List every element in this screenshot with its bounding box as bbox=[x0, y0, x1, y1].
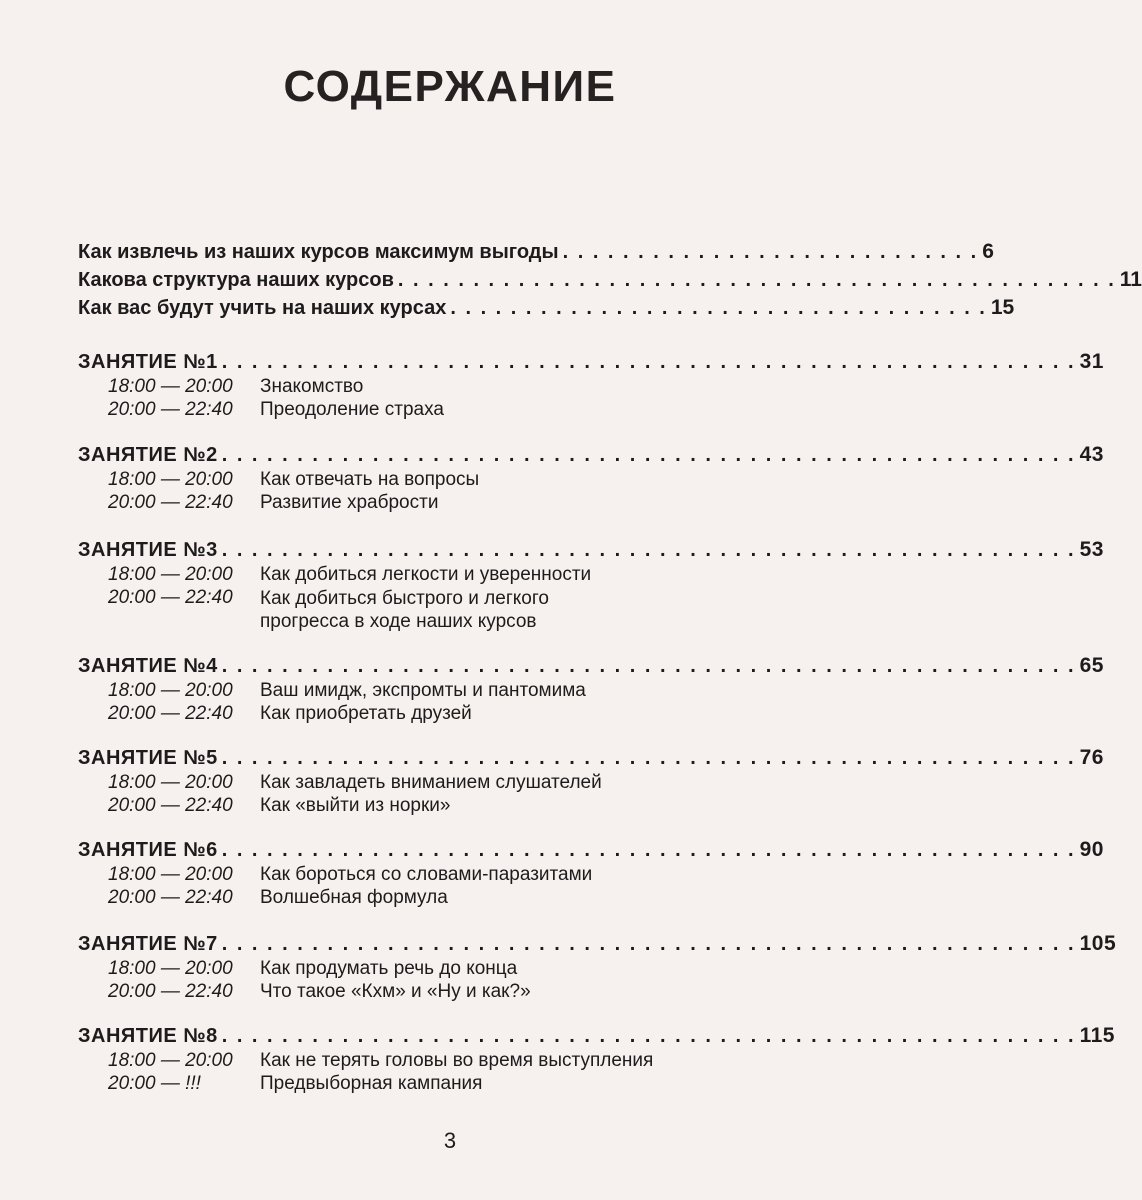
leader-dots: . . . . . . . . . . . . . . . . . . . . . . . . . . . . . . . . . . . . . . . . . . . . . . . . . . . . . . . . . bbox=[221, 747, 1076, 769]
schedule-time: 20:00 — 22:40 bbox=[108, 795, 233, 816]
schedule-time: 20:00 — 22:40 bbox=[108, 587, 233, 608]
toc-entry-label: Как извлечь из наших курсов максимум выгоды bbox=[78, 241, 559, 263]
page-title: СОДЕРЖАНИЕ bbox=[283, 62, 617, 111]
page-number: 3 bbox=[443, 1128, 457, 1153]
schedule-topic: Что такое «Кхм» и «Ну и как?» bbox=[260, 981, 531, 1002]
schedule-time: 20:00 — 22:40 bbox=[108, 703, 233, 724]
leader-dots: . . . . . . . . . . . . . . . . . . . . . . . . . . . . . . . . . . . . . . . . . . . . . . . . bbox=[397, 269, 1116, 291]
schedule-topic: Как «выйти из норки» bbox=[260, 795, 451, 816]
schedule-topic: Как отвечать на вопросы bbox=[260, 469, 480, 490]
schedule-row bbox=[108, 587, 628, 633]
schedule-topic: Знакомство bbox=[260, 376, 364, 397]
toc-entry-label: Какова структура наших курсов bbox=[78, 269, 394, 291]
schedule-time: 18:00 — 20:00 bbox=[108, 376, 233, 397]
schedule-row bbox=[108, 772, 808, 794]
lesson-heading bbox=[78, 350, 1104, 374]
lesson-page: 31 bbox=[1079, 350, 1104, 373]
lesson-page: 76 bbox=[1079, 746, 1104, 769]
schedule-time: 20:00 — !!! bbox=[108, 1073, 201, 1094]
schedule-topic: Как завладеть вниманием слушателей bbox=[260, 772, 602, 793]
schedule-topic: Как приобретать друзей bbox=[260, 703, 472, 724]
schedule-topic: Как не терять головы во время выступления bbox=[260, 1050, 654, 1071]
schedule-time: 18:00 — 20:00 bbox=[108, 469, 233, 490]
lesson-heading bbox=[78, 746, 1104, 770]
lesson-page: 90 bbox=[1079, 838, 1104, 861]
leader-dots: . . . . . . . . . . . . . . . . . . . . . . . . . . . . . . . . . . . . . . . . . . . . . . . . . . . . . . . . . bbox=[221, 933, 1076, 955]
lesson-label: ЗАНЯТИЕ №6 bbox=[78, 839, 218, 861]
schedule-row bbox=[108, 399, 808, 421]
schedule-time: 18:00 — 20:00 bbox=[108, 772, 233, 793]
lesson-page: 115 bbox=[1079, 1024, 1115, 1047]
leader-dots: . . . . . . . . . . . . . . . . . . . . . . . . . . . . . . . . . . . . . . . . . . . . . . . . . . . . . . . . . bbox=[221, 539, 1076, 561]
schedule-time: 20:00 — 22:40 bbox=[108, 492, 233, 513]
schedule-row bbox=[108, 469, 808, 491]
schedule-time: 18:00 — 20:00 bbox=[108, 1050, 233, 1071]
schedule-time: 18:00 — 20:00 bbox=[108, 564, 233, 585]
schedule-topic: Развитие храбрости bbox=[260, 492, 439, 513]
schedule-time: 20:00 — 22:40 bbox=[108, 887, 233, 908]
lesson-heading bbox=[78, 443, 1104, 467]
schedule-time: 18:00 — 20:00 bbox=[108, 680, 233, 701]
lesson-label: ЗАНЯТИЕ №5 bbox=[78, 747, 218, 769]
schedule-row bbox=[108, 492, 808, 514]
lesson-heading bbox=[78, 1024, 1115, 1048]
schedule-topic: Преодоление страха bbox=[260, 399, 444, 420]
lesson-heading bbox=[78, 932, 1117, 956]
schedule-row bbox=[108, 864, 808, 886]
schedule-time: 20:00 — 22:40 bbox=[108, 981, 233, 1002]
lesson-label: ЗАНЯТИЕ №2 bbox=[78, 444, 218, 466]
schedule-topic: Как добиться быстрого и легкого прогресса в ходе наших курсов bbox=[260, 588, 549, 632]
toc-entry-page: 15 bbox=[990, 296, 1015, 319]
lesson-label: ЗАНЯТИЕ №1 bbox=[78, 351, 218, 373]
leader-dots: . . . . . . . . . . . . . . . . . . . . . . . . . . . . . . . . . . . . . . . . . . . . . . . . . . . . . . . . . bbox=[221, 444, 1076, 466]
schedule-time: 18:00 — 20:00 bbox=[108, 864, 233, 885]
lesson-label: ЗАНЯТИЕ №4 bbox=[78, 655, 218, 677]
schedule-topic: Предвыборная кампания bbox=[260, 1073, 483, 1094]
schedule-topic: Как бороться со словами-паразитами bbox=[260, 864, 593, 885]
schedule-row bbox=[108, 703, 808, 725]
lesson-label: ЗАНЯТИЕ №8 bbox=[78, 1025, 218, 1047]
schedule-time: 18:00 — 20:00 bbox=[108, 958, 233, 979]
schedule-topic: Ваш имидж, экспромты и пантомима bbox=[260, 680, 586, 701]
toc-entry bbox=[78, 296, 1015, 320]
toc-entry bbox=[78, 268, 1142, 292]
lesson-heading bbox=[78, 654, 1104, 678]
schedule-row bbox=[108, 680, 808, 702]
leader-dots: . . . . . . . . . . . . . . . . . . . . . . . . . . . . . . . . . . . . . . . . . . . . . . . . . . . . . . . . . bbox=[221, 351, 1076, 373]
schedule-row bbox=[108, 795, 808, 817]
lesson-heading bbox=[78, 838, 1104, 862]
schedule-row bbox=[108, 564, 808, 586]
toc-entry-label: Как вас будут учить на наших курсах bbox=[78, 297, 447, 319]
schedule-row bbox=[108, 981, 808, 1003]
schedule-topic: Волшебная формула bbox=[260, 887, 448, 908]
leader-dots: . . . . . . . . . . . . . . . . . . . . . . . . . . . . . . . . . . . . . . . . . . . . . . . . . . . . . . . . . bbox=[221, 839, 1076, 861]
toc-entry-page: 6 bbox=[982, 240, 994, 263]
schedule-row bbox=[108, 1073, 808, 1095]
schedule-row bbox=[108, 376, 808, 398]
schedule-row bbox=[108, 958, 808, 980]
leader-dots: . . . . . . . . . . . . . . . . . . . . . . . . . . . . bbox=[562, 241, 979, 263]
lesson-label: ЗАНЯТИЕ №7 bbox=[78, 933, 218, 955]
leader-dots: . . . . . . . . . . . . . . . . . . . . . . . . . . . . . . . . . . . . . . . . . . . . . . . . . . . . . . . . . bbox=[221, 655, 1076, 677]
schedule-time: 20:00 — 22:40 bbox=[108, 399, 233, 420]
schedule-row bbox=[108, 1050, 808, 1072]
leader-dots: . . . . . . . . . . . . . . . . . . . . . . . . . . . . . . . . . . . . bbox=[450, 297, 987, 319]
toc-entry bbox=[78, 240, 994, 264]
schedule-row bbox=[108, 887, 808, 909]
lesson-page: 105 bbox=[1079, 932, 1117, 955]
toc-entry-page: 11 bbox=[1119, 268, 1142, 291]
lesson-page: 53 bbox=[1079, 538, 1104, 561]
schedule-topic: Как продумать речь до конца bbox=[260, 958, 518, 979]
leader-dots: . . . . . . . . . . . . . . . . . . . . . . . . . . . . . . . . . . . . . . . . . . . . . . . . . . . . . . . . . bbox=[221, 1025, 1076, 1047]
lesson-page: 43 bbox=[1079, 443, 1104, 466]
lesson-page: 65 bbox=[1079, 654, 1104, 677]
lesson-heading bbox=[78, 538, 1104, 562]
lesson-label: ЗАНЯТИЕ №3 bbox=[78, 539, 218, 561]
schedule-topic: Как добиться легкости и уверенности bbox=[260, 564, 592, 585]
